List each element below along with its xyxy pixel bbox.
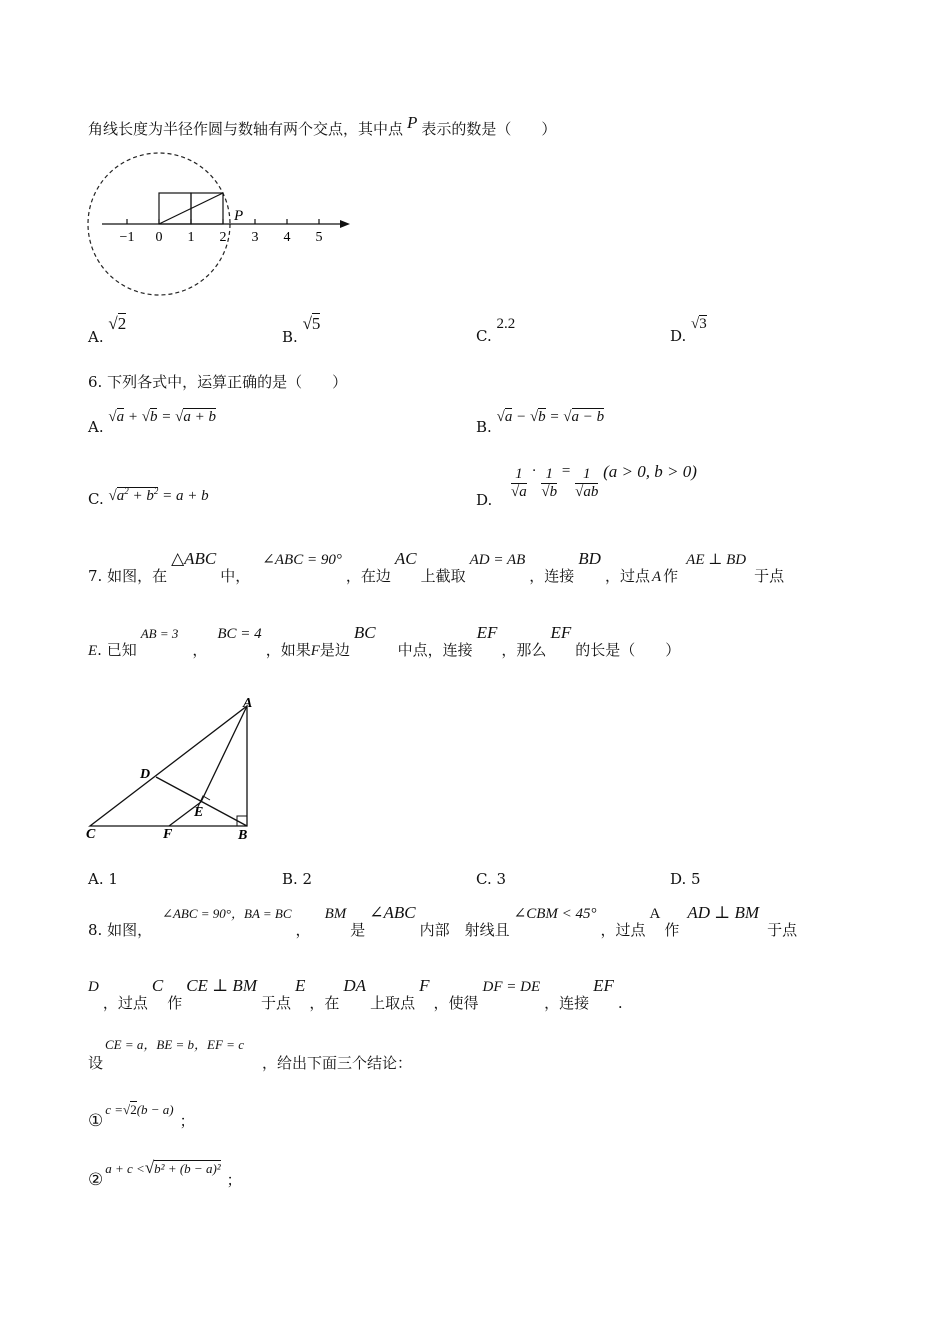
q7-t5: ，过点 <box>604 567 650 585</box>
q8-connect: ，连接 <box>544 994 590 1012</box>
q8-is: 是 <box>350 921 366 939</box>
q5-option-a[interactable] <box>88 314 127 346</box>
q6-frac2-num: 1 <box>545 466 553 482</box>
q5-tick-label: 1 <box>187 230 195 245</box>
q7-triangle: △ABC <box>171 549 217 568</box>
q7-t6: 作 <box>663 567 679 585</box>
q7-length-is: 的长是（ ） <box>575 641 681 659</box>
q8-let: 设 <box>88 1054 104 1072</box>
q7-label-d: D <box>140 767 151 782</box>
q6-option-b[interactable] <box>476 407 605 436</box>
q8-c1-paren: (b − a) <box>136 1102 174 1117</box>
q8-at-point-2: 于点 <box>260 994 291 1012</box>
q5-number-line-figure <box>80 148 370 303</box>
q8-angle-abc: ∠ABC <box>369 903 416 922</box>
q7-perp: AE ⊥ BD <box>686 552 747 568</box>
q6-option-a-expr: √a + √b = √a + b <box>108 409 216 425</box>
q7-option-b[interactable]: B. 2 <box>282 870 313 888</box>
q6-option-a-eq: = <box>161 409 172 425</box>
q7-ac: AC <box>394 549 417 568</box>
q5-option-a-letter: A. <box>88 328 104 346</box>
q8-point-d: D <box>88 979 99 995</box>
q8-c1-mark: ① <box>88 1111 104 1131</box>
q6-frac1-num: 1 <box>515 466 523 482</box>
q7-triangle-abc <box>90 706 247 826</box>
q8-ray-bm: BM <box>324 906 347 922</box>
q7-ef: EF <box>476 623 498 642</box>
q8-make-2: 作 <box>167 994 183 1012</box>
q7-bd: BD <box>578 549 601 568</box>
q7-triangle-figure <box>80 692 270 842</box>
q7-ef-2: EF <box>550 623 572 642</box>
q5-tick-label: 3 <box>251 230 259 245</box>
q8-line1 <box>88 902 798 939</box>
q7-is-side: 是边 <box>319 641 350 659</box>
q7-known: . 已知 <box>97 641 137 659</box>
q8-conclusion-2: ②a + c <√b² + (b − a)²； <box>88 1158 242 1190</box>
q8-conclusion-1: ①c =√2(b − a)； <box>88 1102 195 1131</box>
q5-tick-label: −1 <box>119 230 135 245</box>
q8-comma: ， <box>295 921 311 939</box>
q8-through-c: ，过点 <box>102 994 148 1012</box>
q6-option-b-rhs: a − b <box>571 409 605 425</box>
q5-axis-arrow <box>340 220 350 228</box>
q8-point-a: A <box>649 906 661 922</box>
q7-angle: ∠ABC = 90° <box>262 552 342 568</box>
q7-segment-ae <box>201 706 247 802</box>
q7-t2: ，在边 <box>345 567 391 585</box>
q8-point-e: E <box>295 976 306 995</box>
q7-t4: ，连接 <box>529 567 575 585</box>
q6-option-a[interactable] <box>88 407 216 436</box>
q8-c2-radicand: b² + (b − a)² <box>154 1161 221 1176</box>
q8-c1-end: ； <box>179 1112 195 1130</box>
q8-da: DA <box>343 976 367 995</box>
q5-option-d-letter: D. <box>670 327 687 345</box>
q5-label-p: P <box>234 208 244 224</box>
q8-num: 8. 如图， <box>88 921 153 939</box>
q8-line3 <box>88 1035 412 1072</box>
q6-option-c-rhs: = a + b <box>162 488 209 504</box>
q6-option-b-eq: = <box>549 409 560 425</box>
q5-option-a-radical: √2 <box>108 314 127 333</box>
q6-option-d-frac3: $\frac{1}{√ab}$ <box>575 466 599 500</box>
q7-point-a: A <box>651 569 662 585</box>
q5-stem <box>88 113 557 139</box>
q5-option-b[interactable] <box>282 314 321 346</box>
q5-square-2 <box>191 193 223 224</box>
q8-definitions: CE = a，BE = b，EF = c <box>105 1037 244 1052</box>
q7-line1 <box>88 548 785 585</box>
q5-option-c[interactable] <box>476 314 516 345</box>
q5-tick-label: 4 <box>283 230 291 245</box>
q7-ab-3: AB = 3 <box>140 626 179 641</box>
q7-label-b: B <box>238 828 248 842</box>
q8-make: 作 <box>664 921 680 939</box>
q7-bc-4: BC = 4 <box>217 626 262 642</box>
q5-stem-text-a: 角线长度为半径作圆与数轴有两个交点，其中点 <box>88 120 404 138</box>
q8-three-conclusions: ，给出下面三个结论： <box>261 1054 412 1072</box>
q7-t1: 中， <box>220 567 251 585</box>
q5-option-c-letter: C. <box>476 327 492 345</box>
q6-option-b-expr: √a − √b = √a − b <box>496 409 605 425</box>
q5-square-1 <box>159 193 191 224</box>
q6-option-d-condition: (a > 0, b > 0) <box>603 462 697 481</box>
q6-option-a-op: + <box>127 409 138 425</box>
q7-line2 <box>88 622 681 659</box>
q7-option-c[interactable]: C. 3 <box>476 870 507 888</box>
q5-option-b-radical: √5 <box>302 314 321 333</box>
q6-stem: 6. 下列各式中，运算正确的是（ ） <box>88 373 348 391</box>
q5-tick-label: 0 <box>155 230 163 245</box>
q7-t3: 上截取 <box>420 567 466 585</box>
q7-option-d[interactable]: D. 5 <box>670 870 701 888</box>
q8-conditions: ∠ABC = 90°，BA = BC <box>162 906 292 921</box>
q8-on: ，在 <box>309 994 340 1012</box>
q8-c2-mark: ② <box>88 1170 104 1190</box>
q5-option-d-radical: √3 <box>691 316 707 332</box>
q7-label-a: A <box>243 696 253 711</box>
q8-through: ，过点 <box>600 921 646 939</box>
q8-c2-end: ； <box>226 1171 242 1189</box>
q6-frac3-num: 1 <box>582 466 591 482</box>
q5-option-d[interactable] <box>670 314 707 345</box>
q8-ef: EF <box>593 976 614 995</box>
q5-option-c-value: 2.2 <box>496 316 516 332</box>
q8-inside-ray: 内部 射线且 <box>419 921 510 939</box>
q7-if: ，如果 <box>265 641 311 659</box>
q5-stem-text-b: 表示的数是（ ） <box>421 120 557 138</box>
q6-option-a-rhs: a + b <box>183 409 216 425</box>
q8-take-point: 上取点 <box>370 994 416 1012</box>
q8-df-eq-de: DF = DE <box>482 979 541 995</box>
q5-option-a-radicand: 2 <box>117 314 127 333</box>
q7-label-c: C <box>86 827 96 842</box>
q7-side-bc: BC <box>353 623 376 642</box>
q5-tick-label: 5 <box>315 230 323 245</box>
q5-option-b-radicand: 5 <box>311 314 321 333</box>
q7-num: 7. 如图，在 <box>88 567 168 585</box>
q7-then: ，那么 <box>501 641 547 659</box>
q5-point-p: P <box>407 113 418 132</box>
q6-option-b-op: − <box>516 409 527 425</box>
q7-option-a[interactable]: A. 1 <box>88 870 118 888</box>
q6-option-a-letter: A. <box>88 418 104 436</box>
q6-option-d[interactable]: D. $\frac{1}{√a}$ · $\frac{1}{√b}$ = $\frac{1}{√ab}$ (a > 0, b > 0) <box>476 462 697 509</box>
q5-option-d-radicand: 3 <box>699 316 707 332</box>
q8-line2 <box>88 975 623 1012</box>
q8-ce-perp-bm: CE ⊥ BM <box>186 976 257 995</box>
q8-ad-perp-bm: AD ⊥ BM <box>687 903 760 922</box>
q7-comma: ， <box>192 641 208 659</box>
q7-point-f: F <box>310 643 320 659</box>
q6-option-c-letter: C. <box>88 490 104 508</box>
q8-point-c: C <box>151 976 164 995</box>
q7-ad-eq-ab: AD = AB <box>469 552 526 568</box>
q8-at-point: 于点 <box>767 921 798 939</box>
q8-c1-lhs: c = <box>105 1102 124 1117</box>
q8-point-f: F <box>419 976 430 995</box>
q6-option-b-letter: B. <box>476 418 492 436</box>
q6-option-d-frac2: $\frac{1}{√b}$ <box>541 466 558 500</box>
q6-option-c[interactable] <box>88 486 209 508</box>
q5-tick-label: 2 <box>219 230 227 245</box>
q6-option-d-letter: D. <box>476 491 493 509</box>
q8-c1-radicand: 2 <box>130 1102 137 1117</box>
q8-period: . <box>617 994 623 1012</box>
q7-point-e: E <box>88 643 98 659</box>
q8-c2-lhs: a + c < <box>105 1161 145 1176</box>
q7-label-f: F <box>163 827 173 842</box>
q7-t7: 于点 <box>754 567 785 585</box>
q8-angle-cbm: ∠CBM < 45° <box>513 906 597 922</box>
q5-option-b-letter: B. <box>282 328 298 346</box>
q8-such-that: ，使得 <box>433 994 479 1012</box>
q7-label-e: E <box>194 805 204 820</box>
q6-option-d-frac1: $\frac{1}{√a}$ <box>511 466 527 500</box>
q6-option-c-expr: $√a^2 + b^2 = a + b$ <box>108 486 209 504</box>
q7-midpoint: 中点，连接 <box>397 641 473 659</box>
